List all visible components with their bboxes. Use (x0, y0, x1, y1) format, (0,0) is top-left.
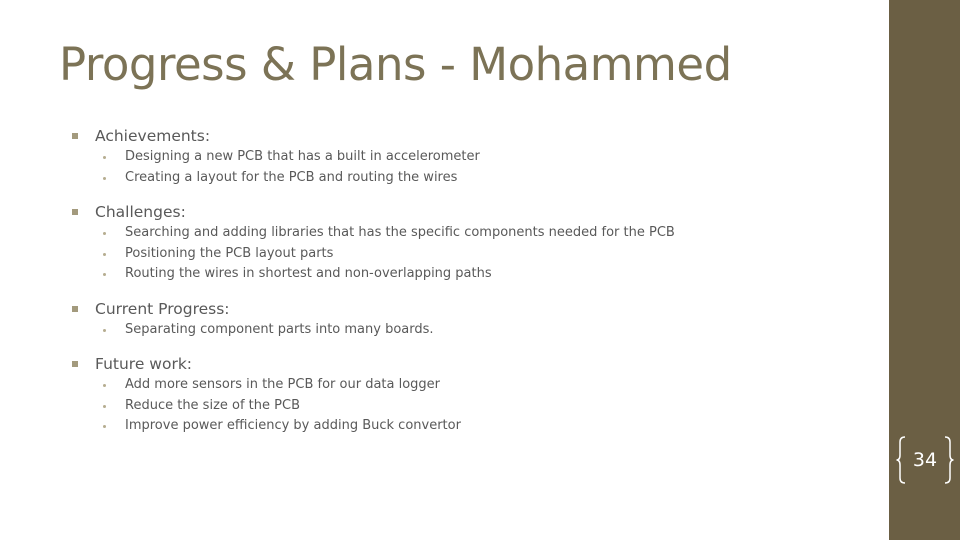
bullet-list (70, 151, 815, 184)
page-number-badge (896, 436, 954, 484)
section-heading-text: Future work: (95, 355, 193, 373)
list-item-text: Positioning the PCB layout parts (125, 245, 334, 261)
list-item-text: Improve power efficiency by adding Buck convertor (125, 418, 461, 433)
dot-bullet-icon (103, 384, 106, 387)
section-heading-text: Current Progress: (95, 299, 230, 318)
list-item (70, 227, 815, 240)
list-item-text: Creating a layout for the PCB and routing the wires (125, 169, 458, 185)
dot-bullet-icon (103, 232, 106, 235)
section-heading-text: Challenges: (95, 203, 186, 221)
bullet-list (70, 321, 815, 337)
slide-title: Progress & Plans - Mohammed (59, 38, 732, 91)
dot-bullet-icon (103, 329, 106, 332)
list-item (70, 169, 815, 185)
dot-bullet-icon (103, 425, 106, 428)
dot-bullet-icon (103, 273, 106, 276)
square-bullet-icon (72, 306, 78, 312)
section-heading (70, 299, 815, 319)
square-bullet-icon (72, 209, 78, 215)
bullet-list (70, 227, 815, 281)
list-item-text: Add more sensors in the PCB for our data logger (125, 377, 441, 392)
section-future-work (70, 354, 815, 433)
section-heading (70, 354, 815, 374)
list-item-text: Reduce the size of the PCB (125, 397, 300, 413)
section-heading-text: Achievements: (95, 127, 211, 145)
list-item-text: Separating component parts into many boards. (125, 321, 434, 337)
list-item (70, 268, 815, 281)
square-bullet-icon (72, 361, 78, 367)
bullet-list (70, 379, 815, 433)
list-item (70, 420, 815, 433)
list-item-text: Searching and adding libraries that has the specific components needed for the PCB (125, 225, 675, 240)
dot-bullet-icon (103, 156, 106, 159)
right-brace-icon (944, 436, 954, 484)
dot-bullet-icon (103, 405, 106, 408)
list-item (70, 397, 815, 413)
list-item (70, 245, 815, 261)
section-heading (70, 126, 815, 146)
list-item (70, 379, 815, 392)
section-challenges (70, 202, 815, 281)
dot-bullet-icon (103, 253, 106, 256)
dot-bullet-icon (103, 177, 106, 180)
list-item-text: Designing a new PCB that has a built in accelerometer (125, 149, 480, 164)
list-item (70, 151, 815, 164)
square-bullet-icon (72, 133, 78, 139)
list-item-text: Routing the wires in shortest and non-overlapping paths (125, 266, 492, 281)
section-heading (70, 202, 815, 222)
page-number: 34 (912, 449, 938, 471)
slide-body (70, 126, 815, 433)
section-achievements (70, 126, 815, 184)
list-item (70, 321, 815, 337)
section-current-progress (70, 299, 815, 337)
